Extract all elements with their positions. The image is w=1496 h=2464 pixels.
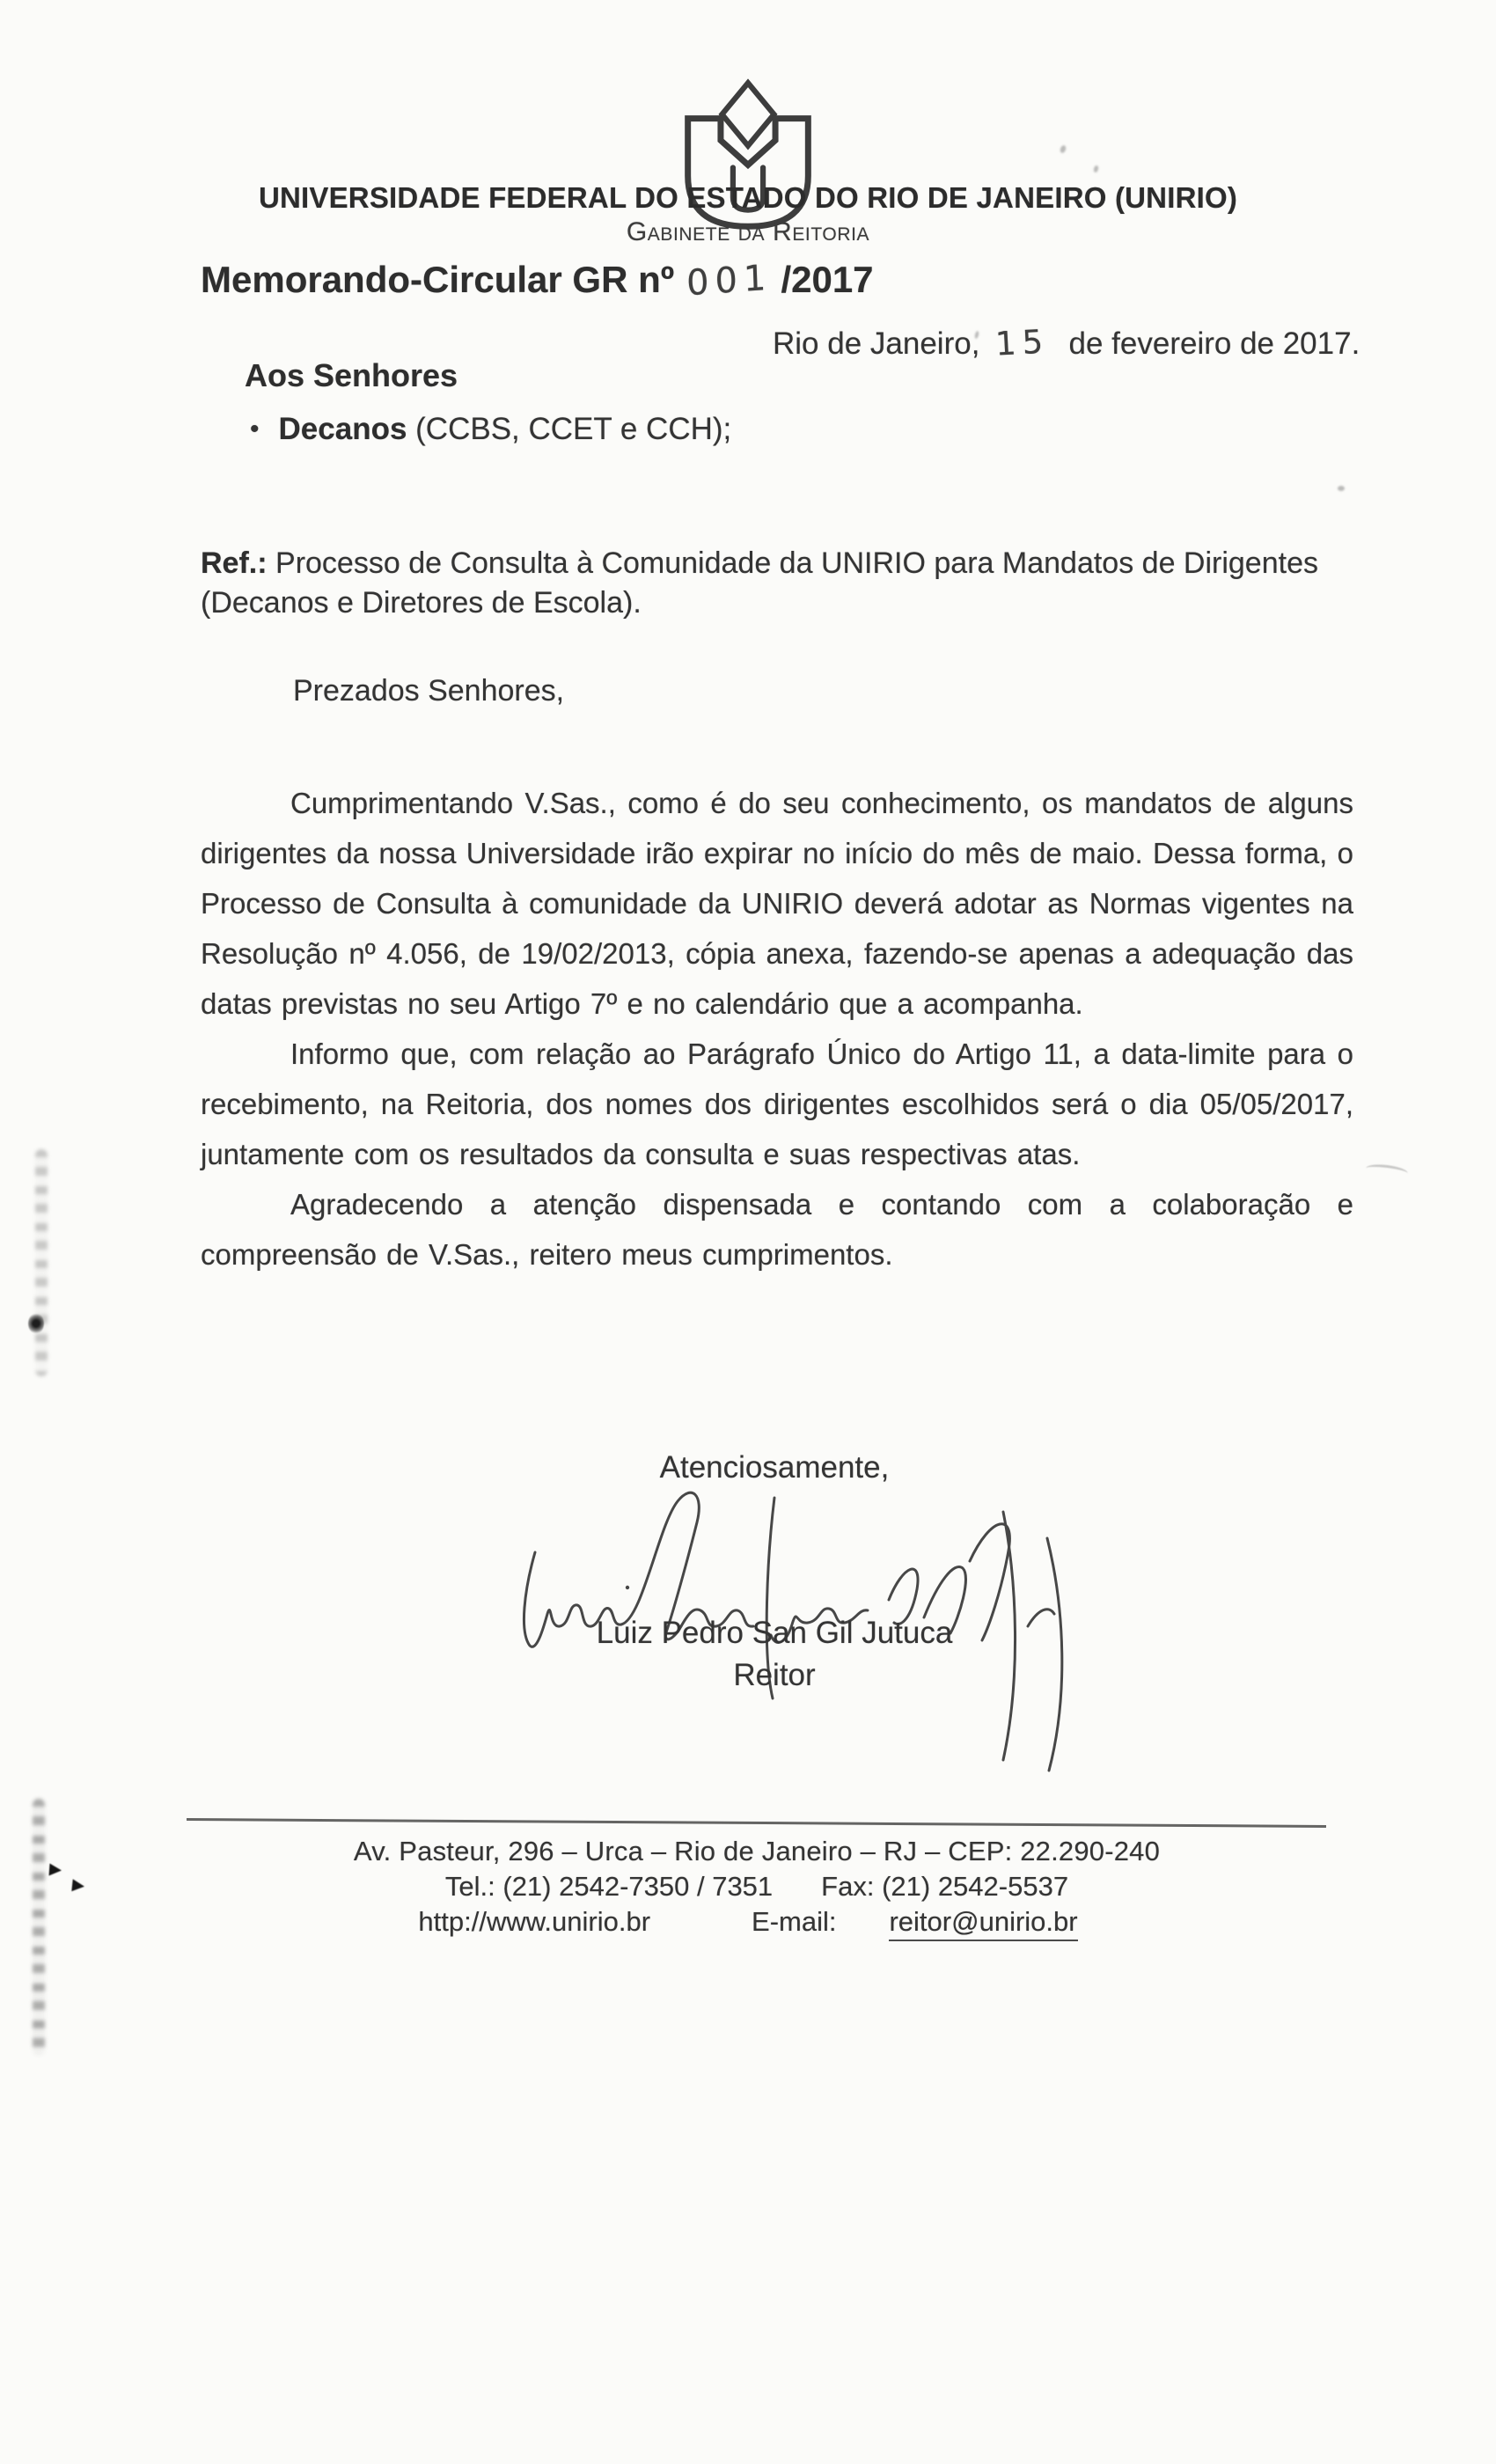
office-name: Gabinete da Reitoria [626,217,870,246]
body-paragraph: Cumprimentando V.Sas., como é do seu conhecimento, os mandatos de alguns dirigentes da nossa Universidade irão expirar no início do mês de maio. Dessa forma, o Processo de Consulta à comunidade da UNIRIO deverá adotar as Normas vigentes na Resolução nº 4.056, de 19/02/2013, cópia anexa, fazendo-se apenas a adequação das datas previstas no seu Artigo 7º e no calendário que a acompanha. [201,787,1353,1020]
closing-phrase: Atenciosamente, [659,1450,890,1485]
recipient-detail: (CCBS, CCET e CCH); [415,412,732,446]
footer-email: reitor@unirio.br [889,1906,1077,1941]
memo-label: Memorando-Circular GR nº [201,259,675,300]
footer-email-label: E-mail: [752,1906,837,1937]
scan-smudge-strip [33,1799,45,2056]
memo-number-handwritten: 001 [686,257,774,304]
letter-body [201,778,1353,1280]
recipient-item [250,412,731,447]
footer-fax: Fax: (21) 2542-5537 [821,1871,1069,1902]
footer-address: Av. Pasteur, 296 – Urca – Rio de Janeiro – RJ – CEP: 22.290-240 [353,1836,1161,1866]
footer-web-email [0,1906,1496,1941]
footer-phone-fax [0,1871,1496,1903]
scan-ink-blot [28,1313,44,1334]
university-name: UNIVERSIDADE FEDERAL DO ESTADO DO RIO DE JANEIRO (UNIRIO) [258,181,1238,214]
dateline [773,324,1360,362]
reference-text: Processo de Consulta à Comunidade da UNIRIO para Mandatos de Dirigentes (Decanos e Diretores de Escola). [201,546,1318,620]
memo-number-line [201,257,874,304]
reference-block [201,544,1353,623]
bullet-icon: • [250,414,260,444]
scan-ink-mark [49,1864,62,1877]
signer-title: Reitor [733,1658,816,1692]
footer-phone: Tel.: (21) 2542-7350 / 7351 [444,1871,774,1902]
scan-speck [1093,165,1099,172]
body-paragraph: Informo que, com relação ao Parágrafo Único do Artigo 11, a data-limite para o recebimento, na Reitoria, dos nomes dos dirigentes escolhidos será o dia 05/05/2017, juntamente com os resultados da consulta e suas respectivas atas. [201,1038,1353,1170]
signer-name: Luiz Pedro San Gil Jutuca [596,1616,953,1650]
scan-speck [1060,144,1067,154]
salutation: Prezados Senhores, [293,674,565,708]
scan-ink-mark [71,1879,84,1892]
scan-scratch [1365,1162,1408,1179]
body-paragraph: Agradecendo a atenção dispensada e contando com a colaboração e compreensão de V.Sas., reitero meus cumprimentos. [201,1188,1353,1271]
recipients-heading: Aos Senhores [245,357,458,393]
date-suffix: de fevereiro de 2017. [1068,326,1360,361]
memo-year: /2017 [781,259,874,300]
scan-smudge-strip [35,1149,48,1376]
footer-divider [187,1818,1326,1828]
recipient-name: Decanos [278,412,407,446]
date-day-handwritten: 15 [994,322,1051,363]
date-prefix: Rio de Janeiro, [773,326,980,361]
scan-speck [1338,486,1345,491]
footer-website: http://www.unirio.br [418,1906,651,1937]
reference-label: Ref.: [201,546,268,580]
